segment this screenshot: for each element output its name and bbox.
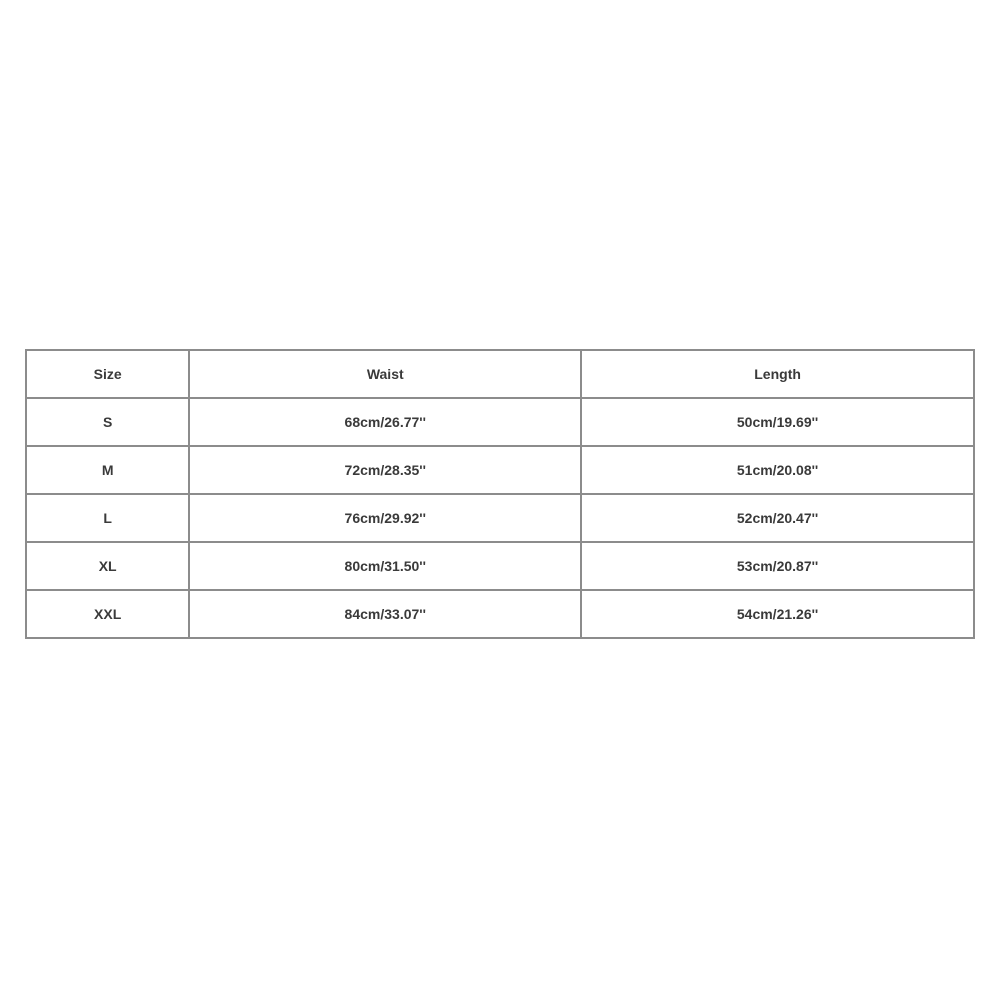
table-row — [26, 590, 974, 638]
table-header-row — [26, 350, 974, 398]
waist-cell: 72cm/28.35'' — [189, 446, 581, 494]
header-length: Length — [581, 350, 974, 398]
size-chart-table — [25, 349, 975, 639]
waist-cell: 68cm/26.77'' — [189, 398, 581, 446]
header-waist: Waist — [189, 350, 581, 398]
length-cell: 54cm/21.26'' — [581, 590, 974, 638]
table-row — [26, 542, 974, 590]
size-cell: M — [26, 446, 189, 494]
waist-cell: 84cm/33.07'' — [189, 590, 581, 638]
size-cell: XL — [26, 542, 189, 590]
length-cell: 51cm/20.08'' — [581, 446, 974, 494]
table-row — [26, 398, 974, 446]
table-row — [26, 494, 974, 542]
size-cell: L — [26, 494, 189, 542]
size-cell: XXL — [26, 590, 189, 638]
waist-cell: 76cm/29.92'' — [189, 494, 581, 542]
length-cell: 50cm/19.69'' — [581, 398, 974, 446]
table-row — [26, 446, 974, 494]
waist-cell: 80cm/31.50'' — [189, 542, 581, 590]
header-size: Size — [26, 350, 189, 398]
length-cell: 53cm/20.87'' — [581, 542, 974, 590]
size-cell: S — [26, 398, 189, 446]
length-cell: 52cm/20.47'' — [581, 494, 974, 542]
